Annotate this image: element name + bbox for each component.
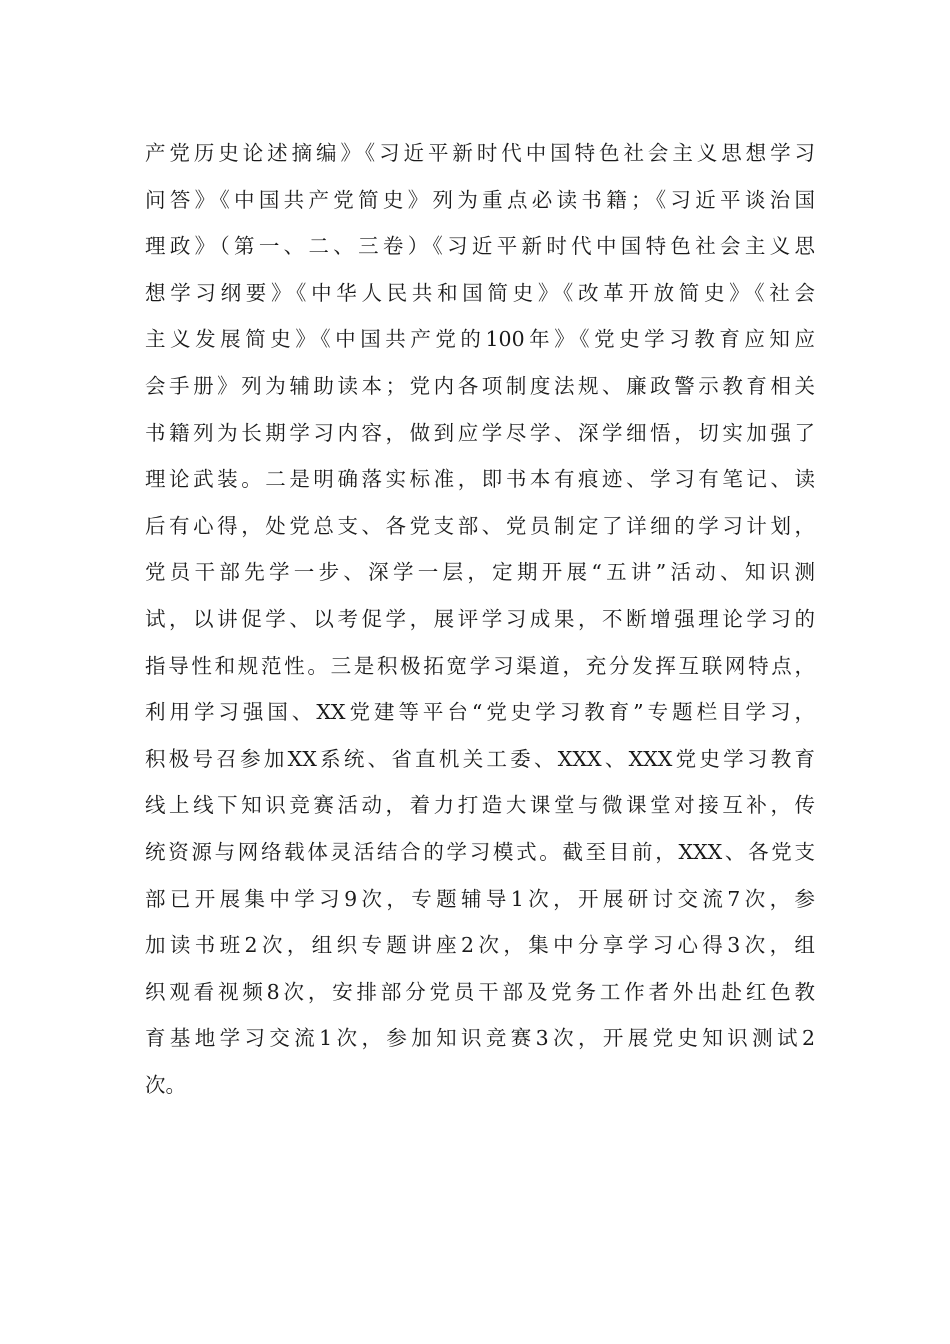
text-line-20: 育基地学习交流1次，参加知识竞赛3次，开展党史知识测试2 [145, 1026, 815, 1051]
text-line-11: 试，以讲促学、以考促学，展评学习成果，不断增强理论学习的 [145, 606, 815, 631]
text-line-2: 问答》《中国共产党简史》列为重点必读书籍；《习近平谈治国 [145, 187, 815, 212]
text-line-7: 书籍列为长期学习内容，做到应学尽学、深学细悟，切实加强了 [145, 420, 815, 445]
text-line-12: 指导性和规范性。三是积极拓宽学习渠道，充分发挥互联网特点， [145, 653, 815, 678]
text-line-6: 会手册》列为辅助读本；党内各项制度法规、廉政警示教育相关 [145, 373, 815, 398]
text-line-15: 线上线下知识竞赛活动，着力打造大课堂与微课堂对接互补，传 [145, 793, 815, 818]
text-line-14: 积极号召参加XX系统、省直机关工委、XXX、XXX党史学习教育 [145, 746, 815, 771]
text-line-16: 统资源与网络载体灵活结合的学习模式。截至目前，XXX、各党支 [145, 839, 815, 864]
text-line-5: 主义发展简史》《中国共产党的100年》《党史学习教育应知应 [145, 327, 815, 352]
text-line-17: 部已开展集中学习9次，专题辅导1次，开展研讨交流7次，参 [145, 886, 815, 911]
body-paragraph [145, 130, 815, 1108]
text-line-4: 想学习纲要》《中华人民共和国简史》《改革开放简史》《社会 [145, 280, 815, 305]
text-line-10: 党员干部先学一步、深学一层，定期开展“五讲”活动、知识测 [145, 560, 815, 585]
text-line-9: 后有心得，处党总支、各党支部、党员制定了详细的学习计划， [145, 513, 815, 538]
text-line-13: 利用学习强国、XX党建等平台“党史学习教育”专题栏目学习， [145, 700, 815, 725]
text-line-1: 产党历史论述摘编》《习近平新时代中国特色社会主义思想学习 [145, 141, 815, 165]
text-line-21: 次。 [145, 1072, 186, 1097]
text-line-3: 理政》（第一、二、三卷）《习近平新时代中国特色社会主义思 [145, 234, 815, 259]
text-line-18: 加读书班2次，组织专题讲座2次，集中分享学习心得3次，组 [145, 933, 815, 958]
text-line-8: 理论武装。二是明确落实标准，即书本有痕迹、学习有笔记、读 [145, 467, 815, 492]
text-line-19: 织观看视频8次，安排部分党员干部及党务工作者外出赴红色教 [145, 979, 815, 1004]
